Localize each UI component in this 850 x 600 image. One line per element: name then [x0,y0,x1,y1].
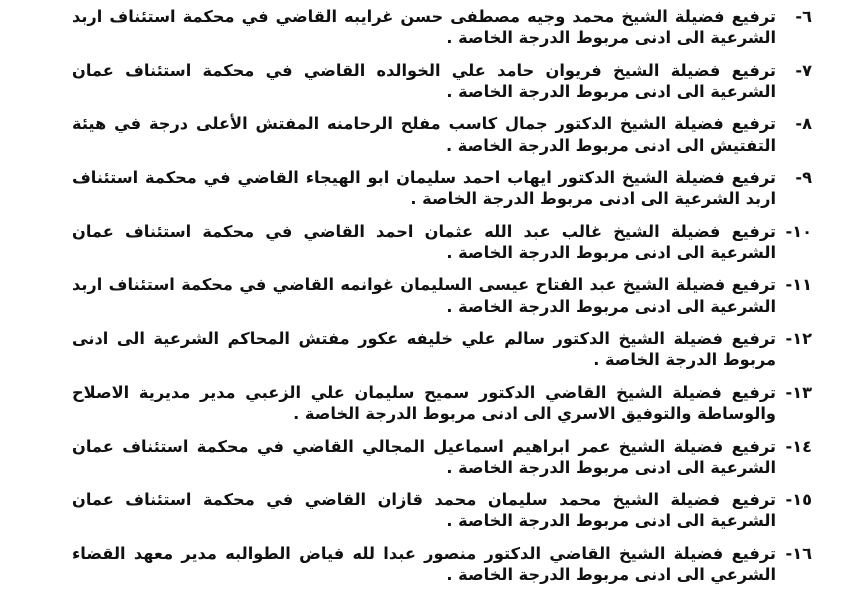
item-text: ترفيع فضيلة الشيخ محمد وجيه مصطفى حسن غرايبه القاضي في محكمة استئناف اربد الشرعية الى ادنى مربوط الدرجة الخاصة . [72,7,776,48]
item-number: ١٥- [785,490,812,510]
item-text: ترفيع فضيلة الشيخ القاضي الدكتور سميح سليمان علي الزعبي مدير مديرية الاصلاح والوساطة والتوفيق الاسري الى ادنى مربوط الدرجة الخاصة . [72,382,776,424]
list-item [72,436,812,490]
list-item [72,328,812,382]
item-number: ١١- [785,275,812,295]
promotion-list [72,6,812,597]
list-item [72,543,812,597]
item-text: ترفيع فضيلة الشيخ عبد الفتاح عيسى السليمان غوانمه القاضي في محكمة استئناف اربد الشرعية الى ادنى مربوط الدرجة الخاصة . [72,275,776,316]
item-number: ٧- [795,60,812,80]
item-text: ترفيع فضيلة الشيخ القاضي الدكتور منصور عبدا لله فياض الطوالبه مدير معهد القضاء الشرعي الى ادنى مربوط الدرجة الخاصة . [72,543,776,585]
item-text: ترفيع فضيلة الشيخ فريوان حامد علي الخوالده القاضي في محكمة استئناف عمان الشرعية الى ادنى مربوط الدرجة الخاصة . [72,60,776,101]
item-number: ١٠- [785,221,812,241]
list-item [72,113,812,167]
list-item [72,221,812,275]
item-number: ٨- [795,114,812,134]
item-text: ترفيع فضيلة الشيخ الدكتور سالم علي خليفه عكور مفتش المحاكم الشرعية الى ادنى مربوط الدرجة الخاصة . [72,329,776,370]
list-item [72,274,812,328]
list-item [72,167,812,221]
item-number: ١٢- [785,329,812,349]
item-number: ٦- [795,7,812,26]
list-item [72,382,812,436]
item-text: ترفيع فضيلة الشيخ الدكتور جمال كاسب مفلح الرحامنه المفتش الأعلى درجة في هيئة التفتيش الى ادنى مربوط الدرجة الخاصة . [72,114,776,155]
list-item [72,6,812,60]
item-number: ١٣- [785,382,812,402]
item-number: ٩- [795,168,812,188]
item-text: ترفيع فضيلة الشيخ عمر ابراهيم اسماعيل المجالي القاضي في محكمة استئناف عمان الشرعية الى ادنى مربوط الدرجة الخاصة . [72,436,776,477]
item-number: ١٤- [785,436,812,456]
list-item [72,60,812,114]
item-text: ترفيع فضيلة الشيخ غالب عبد الله عثمان احمد القاضي في محكمة استئناف عمان الشرعية الى ادنى مربوط الدرجة الخاصة . [72,221,776,263]
list-item [72,489,812,543]
item-text: ترفيع فضيلة الشيخ الدكتور ايهاب احمد سليمان ابو الهيجاء القاضي في محكمة استئناف اربد الشرعية الى ادنى مربوط الدرجة الخاصة . [72,168,776,209]
item-text: ترفيع فضيلة الشيخ محمد سليمان محمد قازان القاضي في محكمة استئناف عمان الشرعية الى ادنى مربوط الدرجة الخاصة . [72,490,776,531]
item-number: ١٦- [785,543,812,563]
